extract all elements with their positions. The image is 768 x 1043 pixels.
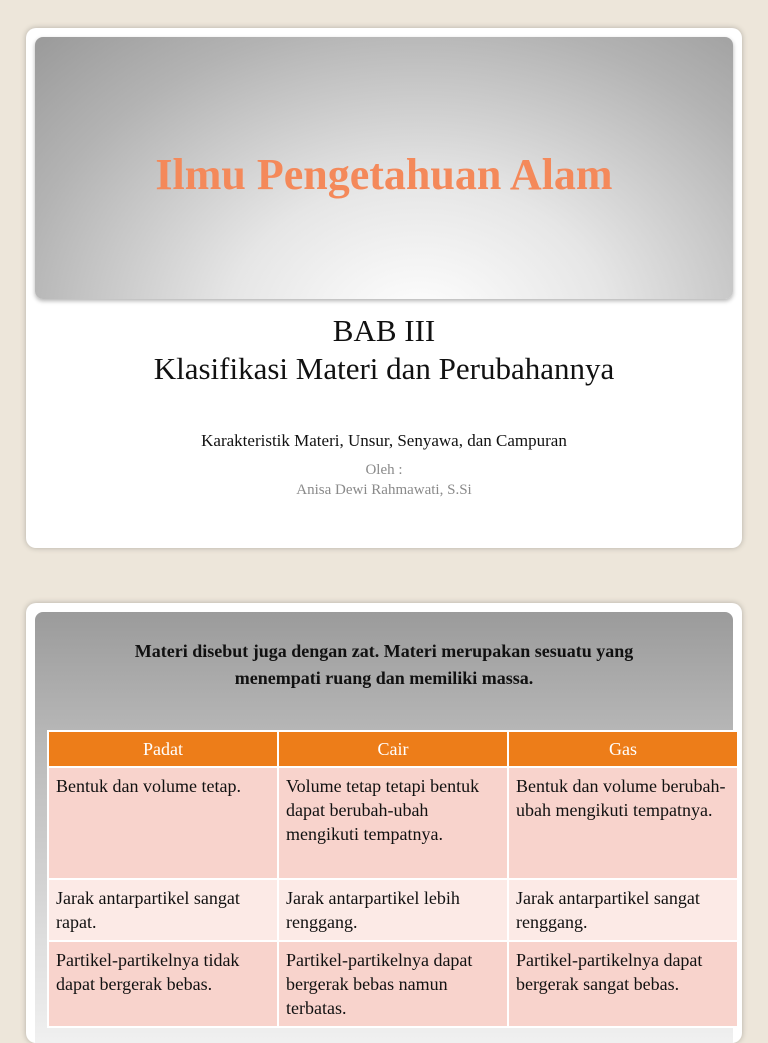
table-cell: Partikel-partikelnya dapat bergerak bebas namun terbatas. [278,941,508,1027]
slide-title: Ilmu Pengetahuan Alam [155,150,613,199]
table-header-row [48,731,738,767]
header-padat: Padat [48,731,278,767]
table-cell: Bentuk dan volume berubah-ubah mengikuti tempatnya. [508,767,738,879]
title-slide [26,28,742,548]
table-row [48,767,738,879]
by-label: Oleh : [365,462,403,478]
intro-line-1: Materi disebut juga dengan zat. Materi merupakan sesuatu yang [134,641,634,661]
chapter-heading [26,312,742,388]
table-row [48,941,738,1027]
slide-subtitle: Karakteristik Materi, Unsur, Senyawa, dan Campuran [201,431,567,450]
table-cell: Bentuk dan volume tetap. [48,767,278,879]
chapter-number: BAB III [332,313,436,348]
table-cell: Jarak antarpartikel sangat renggang. [508,879,738,941]
content-background [35,612,733,1043]
table-cell: Partikel-partikelnya tidak dapat bergerak bebas. [48,941,278,1027]
table-row [48,879,738,941]
author-block [26,460,742,500]
intro-line-2: menempati ruang dan memiliki massa. [234,668,534,688]
table-cell: Jarak antarpartikel lebih renggang. [278,879,508,941]
header-cair: Cair [278,731,508,767]
author-name: Anisa Dewi Rahmawati, S.Si [296,482,472,498]
content-slide [26,603,742,1043]
states-of-matter-table [47,730,739,1028]
title-banner [35,37,733,299]
header-gas: Gas [508,731,738,767]
table-cell: Volume tetap tetapi bentuk dapat berubah-ubah mengikuti tempatnya. [278,767,508,879]
intro-text [75,638,693,692]
table-cell: Jarak antarpartikel sangat rapat. [48,879,278,941]
table-cell: Partikel-partikelnya dapat bergerak sangat bebas. [508,941,738,1027]
chapter-title: Klasifikasi Materi dan Perubahannya [153,351,615,386]
